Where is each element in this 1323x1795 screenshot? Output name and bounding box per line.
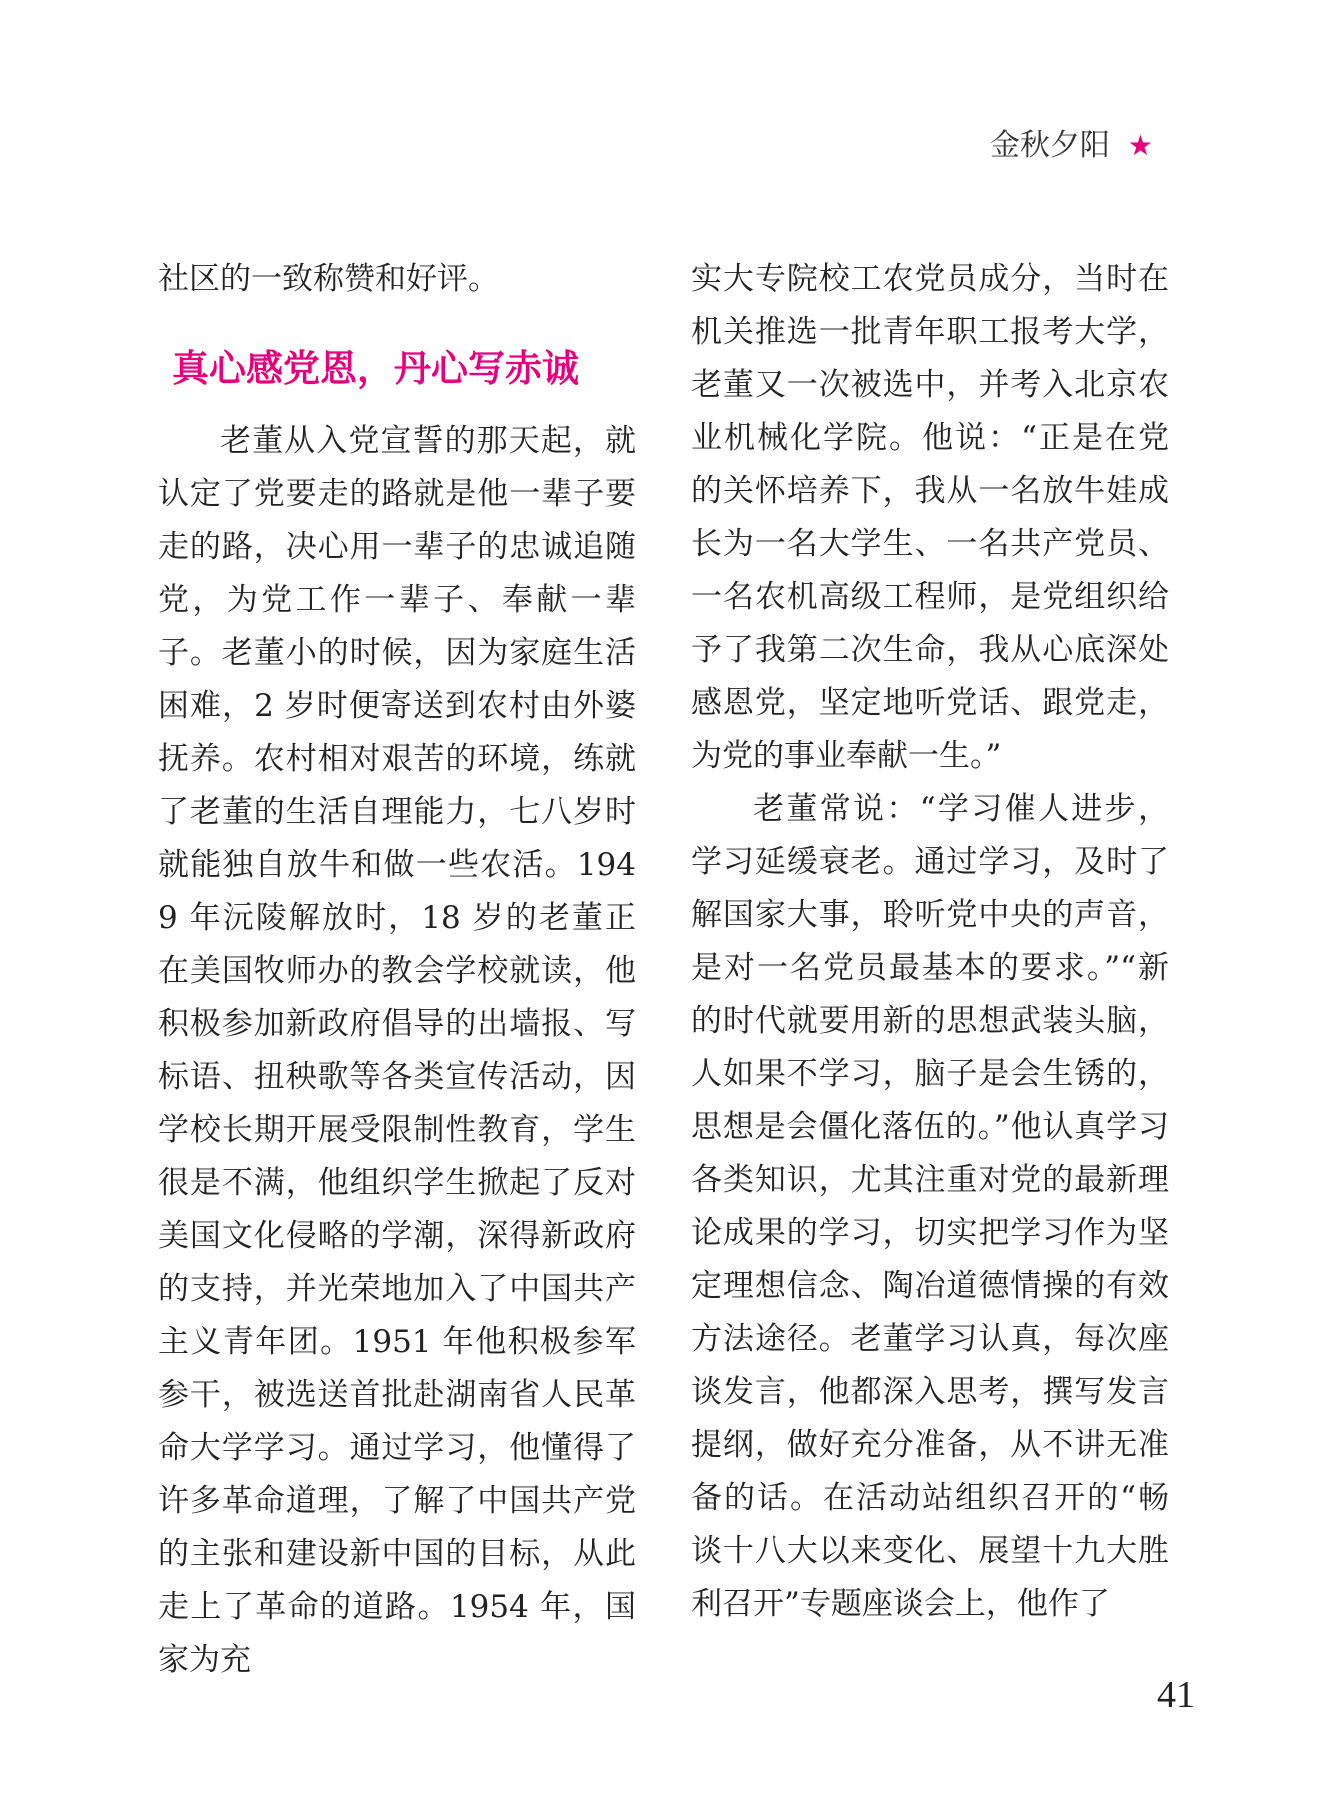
body-paragraph: 实大专院校工农党员成分，当时在机关推选一批青年职工报考大学，老董又一次被选中，并考入北京农业机械化学院。他说：“正是在党的关怀培养下，我从一名放牛娃成长为一名大学生、一名共产党员、一名农机高级工程师，是党组织给予了我第二次生命，我从心底深处感恩党，坚定地听党话、跟党走，为党的事业奉献一生。” [691,261,1169,774]
star-icon: ★ [1127,129,1153,162]
page-number: 41 [1157,1674,1195,1716]
body-paragraph: 老董常说：“学习催人进步，学习延缓衰老。通过学习，及时了解国家大事，聆听党中央的声音，是对一名党员最基本的要求。”“新的时代就要用新的思想武装头脑，人如果不学习，脑子是会生锈的，思想是会僵化落伍的。”他认真学习各类知识，尤其注重对党的最新理论成果的学习，切实把学习作为坚定理想信念、陶冶道德情操的有效方法途径。老董学习认真，每次座谈发言，他都深入思考，撰写发言提纲，做好充分准备，从不讲无准备的话。在活动站组织召开的“畅谈十八大以来变化、展望十九大胜利召开”专题座谈会上，他作了 [691,791,1169,1622]
intro-text: 社区的一致称赞和好评。 [158,261,499,297]
running-header [990,126,1153,166]
left-column [158,253,636,1687]
section-title: 真心感党恩，丹心写赤诚 [172,347,579,390]
body-paragraph: 老董从入党宣誓的那天起，就认定了党要走的路就是他一辈子要走的路，决心用一辈子的忠诚追随党，为党工作一辈子、奉献一辈子。老董小的时候，因为家庭生活困难，2 岁时便寄送到农村由外婆抚养。农村相对艰苦的环境，练就了老董的生活自理能力，七八岁时就能独自放牛和做一些农活。1949 年沅陵解放时，18 岁的老董正在美国牧师办的教会学校就读，他积极参加新政府倡导的出墙报、写标语、扭秧歌等各类宣传活动，因学校长期开展受限制性教育，学生很是不满，他组织学生掀起了反对美国文化侵略的学潮，深得新政府的支持，并光荣地加入了中国共产主义青年团。1951 年他积极参军参干，被选送首批赴湖南省人民革命大学学习。通过学习，他懂得了许多革命道理，了解了中国共产党的主张和建设新中国的目标，从此走上了革命的道路。1954 年，国家为充 [158,423,636,1678]
header-title: 金秋夕阳 [989,128,1110,163]
right-column [691,253,1169,1631]
